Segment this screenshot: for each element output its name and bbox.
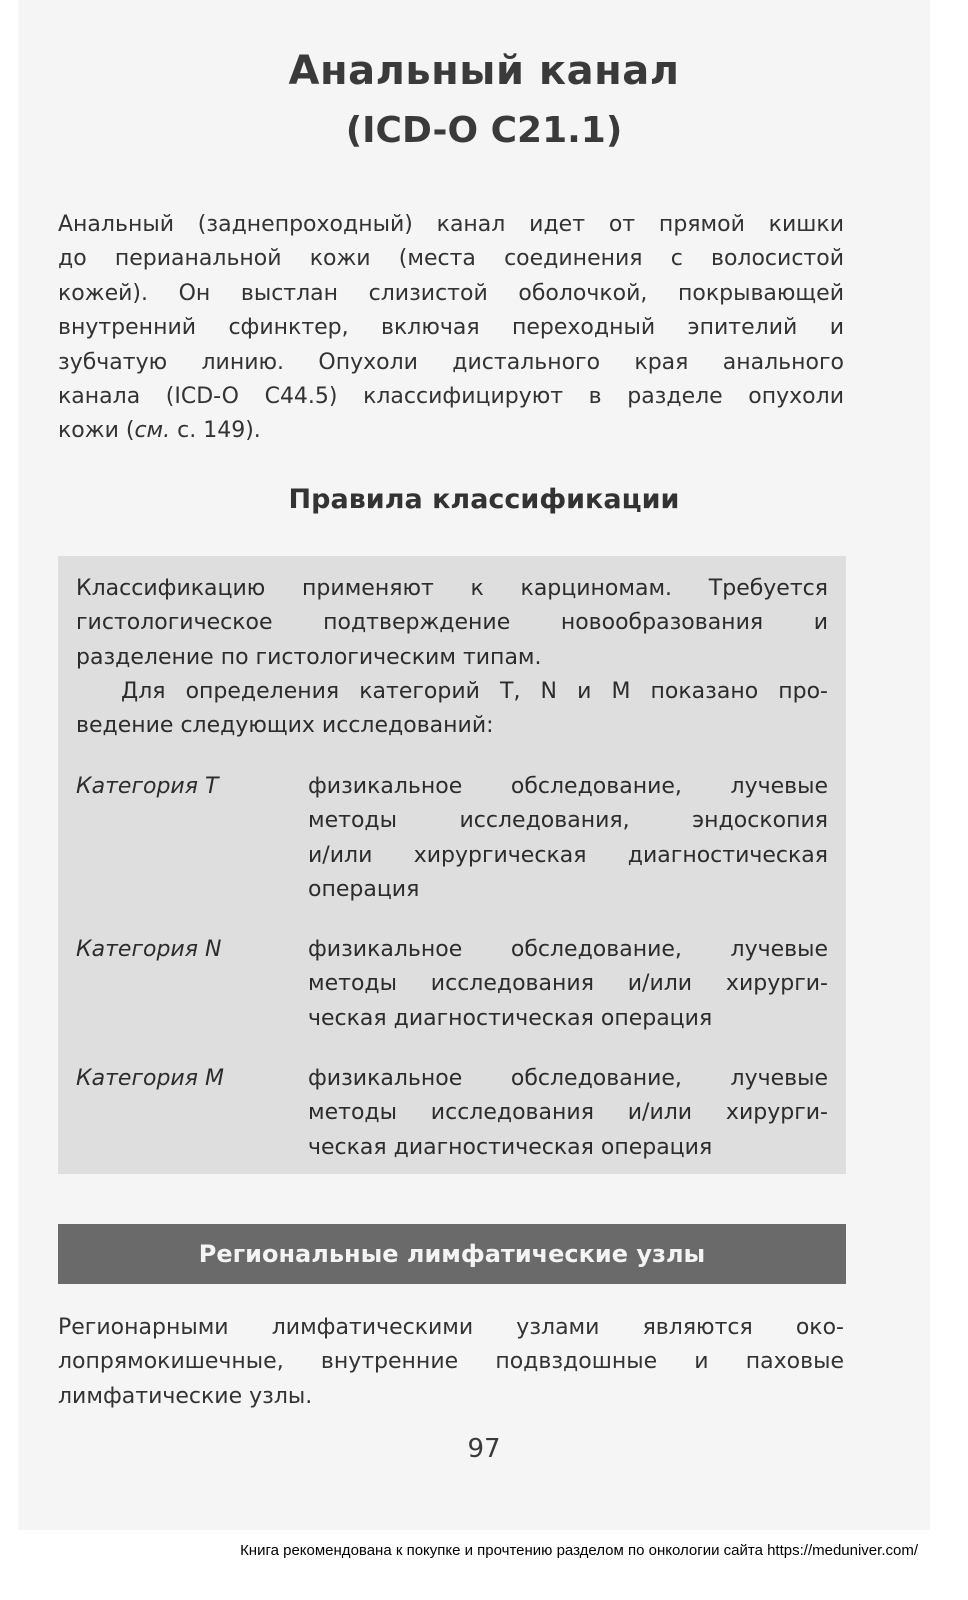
rules-line: Для определения категорий T, N и M показано про- — [121, 679, 828, 704]
category-t-description — [308, 770, 828, 908]
category-n-description — [308, 933, 828, 1036]
rules-paragraph-2 — [76, 675, 828, 744]
category-line: физикальное обследование, лучевые — [308, 1066, 828, 1091]
banner-heading: Региональные лимфатические узлы — [198, 1240, 706, 1268]
intro-line: кожей). Он выстлан слизистой оболочкой, покрывающей — [58, 280, 844, 306]
footer-recommendation: Книга рекомендована к покупке и прочтению разделом по онкологии сайта https://meduniver.com/ — [240, 1542, 918, 1559]
category-line: ческая диагностическая операция — [308, 1134, 713, 1160]
lymph-line: лопрямокишечные, внутренние подвздошные и паховые — [58, 1349, 844, 1375]
rules-line: гистологическое подтверждение новообразования и — [76, 610, 828, 636]
icd-code-subtitle: (ICD-O C21.1) — [345, 110, 623, 151]
category-line: методы исследования и/или хирурги- — [308, 1100, 828, 1126]
category-n-label: Категория N — [76, 937, 222, 962]
page-title: Анальный канал — [288, 48, 680, 94]
regional-lymph-nodes-banner — [58, 1224, 846, 1284]
intro-line: внутренний сфинктер, включая переходный эпителий и — [58, 315, 844, 341]
category-line: и/или хирургическая диагностическая — [308, 842, 828, 868]
rules-line: Классификацию применяют к карциномам. Требуется — [76, 576, 828, 601]
category-t-label: Категория T — [76, 774, 219, 799]
intro-last-prefix: кожи ( — [58, 418, 135, 444]
category-line: физикальное обследование, лучевые — [308, 774, 828, 799]
intro-last-italic: см. — [134, 418, 171, 444]
rules-line: разделение по гистологическим типам. — [76, 644, 542, 670]
category-m-label: Категория M — [76, 1066, 224, 1091]
lymph-nodes-paragraph — [58, 1311, 844, 1414]
intro-line: канала (ICD-O C44.5) классифицируют в разделе опухоли — [58, 384, 844, 410]
rules-line: ведение следующих исследований: — [76, 713, 494, 739]
intro-paragraph — [58, 208, 844, 449]
section-heading: Правила классификации — [288, 484, 680, 515]
lymph-line: Регионарными лимфатическими узлами являются око- — [58, 1315, 844, 1340]
lymph-line: лимфатические узлы. — [58, 1383, 313, 1409]
category-line: методы исследования, эндоскопия — [308, 808, 828, 834]
category-m-description — [308, 1062, 828, 1165]
category-line: операция — [308, 877, 420, 903]
category-line: ческая диагностическая операция — [308, 1005, 713, 1031]
intro-line-last — [58, 414, 844, 448]
page-number: 97 — [467, 1434, 501, 1464]
intro-line: Анальный (заднепроходный) канал идет от прямой кишки — [58, 212, 844, 237]
intro-line: до перианальной кожи (места соединения с волосистой — [58, 246, 844, 272]
rules-paragraph-1 — [76, 572, 828, 675]
intro-last-suffix: с. 149). — [170, 418, 261, 444]
category-line: методы исследования и/или хирурги- — [308, 971, 828, 997]
category-line: физикальное обследование, лучевые — [308, 937, 828, 962]
intro-line: зубчатую линию. Опухоли дистального края анального — [58, 349, 844, 375]
